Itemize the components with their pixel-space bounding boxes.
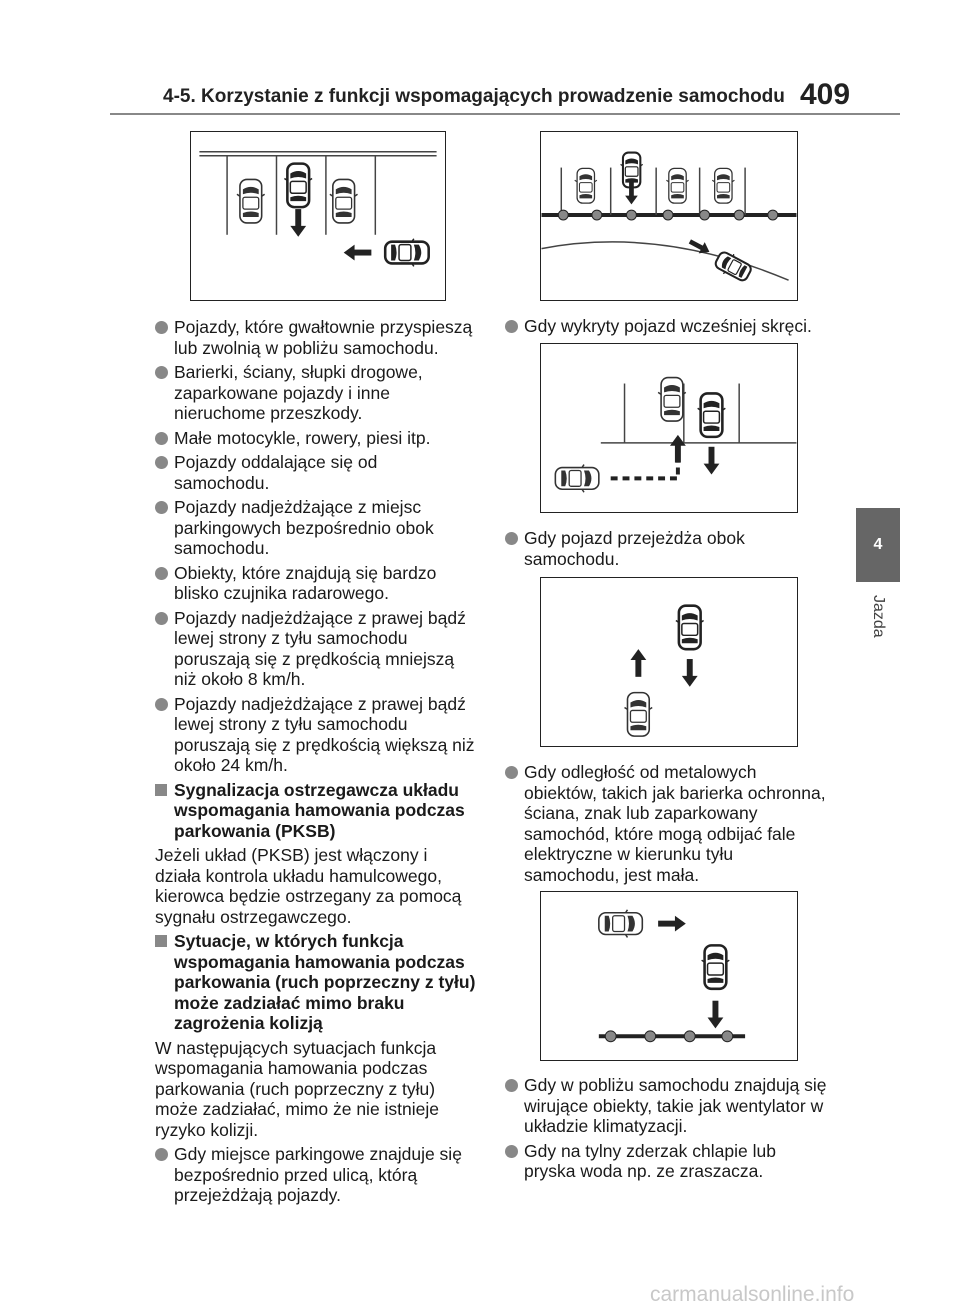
caption-rotating-objects <box>505 1075 830 1186</box>
page-header-title: 4-5. Korzystanie z funkcji wspomagających prowadzenie samochodu <box>163 86 785 107</box>
chapter-label: Jazda <box>870 594 887 638</box>
paragraph-false-activation: W następujących sytuacjach funkcja wspomagania hamowania podczas parkowania (ruch poprzeczny z tyłu) może zadziałać, mimo że nie istnieje ryzyko kolizji. <box>155 1037 440 1140</box>
figure-vehicle-passing <box>540 343 798 513</box>
watermark-text: carmanualsonline.info <box>650 1283 855 1306</box>
figure-parking-lot-cross-traffic <box>190 131 446 301</box>
figure-metal-objects <box>540 891 798 1061</box>
list-item: Gdy na tylny zderzak chlapie lub pryska woda np. ze zraszacza. <box>505 1141 830 1182</box>
paragraph-pksb-warning: Jeżeli układ (PKSB) jest włączony i działa kontrola układu hamulcowego, kierowca będzie ostrzegany za pomocą sygnału ostrzegawczego. <box>155 845 462 927</box>
list-item: Gdy miejsce parkingowe znajduje się bezpośrednio przed ulicą, którą przejeżdżają pojazdy. <box>155 1144 477 1206</box>
list-item: Barierki, ściany, słupki drogowe, zaparkowane pojazdy i inne nieruchome przeszkody. <box>155 362 477 424</box>
caption-metal-objects <box>505 762 830 889</box>
list-item: Małe motocykle, rowery, piesi itp. <box>155 428 477 449</box>
left-column-text <box>155 317 477 1210</box>
list-item: Obiekty, które znajdują się bardzo blisko czujnika radarowego. <box>155 563 477 604</box>
list-item: Gdy odległość od metalowych obiektów, takich jak barierka ochronna, ściana, znak lub zaparkowany samochód, które mogą odbijać fale elektryczne w kierunku tyłu samochodu, jest mała. <box>505 762 830 885</box>
page-number: 409 <box>800 78 851 111</box>
list-item: Gdy wykryty pojazd wcześniej skręci. <box>505 316 835 337</box>
list-item: Pojazdy nadjeżdżające z miejsc parkingowych bezpośrednio obok samochodu. <box>155 497 477 559</box>
list-item: Pojazdy nadjeżdżające z prawej bądź lewej strony z tyłu samochodu poruszają się z prędkością mniejszą niż około 8 km/h. <box>155 608 477 690</box>
caption-vehicle-passing <box>505 528 820 573</box>
list-item: Gdy pojazd przejeżdża obok samochodu. <box>505 528 820 569</box>
section-heading-pksb-warning: Sygnalizacja ostrzegawcza układu wspomagania hamowania podczas parkowania (PKSB) <box>155 780 477 842</box>
header-divider <box>110 113 900 115</box>
figure-vehicle-alongside <box>540 577 798 747</box>
list-item: Pojazdy oddalające się od samochodu. <box>155 452 477 493</box>
caption-vehicle-turns-early <box>505 316 835 341</box>
figure-vehicle-turns-early <box>540 131 798 301</box>
list-item: Pojazdy nadjeżdżające z prawej bądź lewej strony z tyłu samochodu poruszają się z prędkością większą niż około 24 km/h. <box>155 694 477 776</box>
list-item: Gdy w pobliżu samochodu znajdują się wirujące obiekty, takie jak wentylator w układzie klimatyzacji. <box>505 1075 830 1137</box>
chapter-tab[interactable]: 4 <box>856 508 900 582</box>
list-item: Pojazdy, które gwałtownie przyspieszą lub zwolnią w pobliżu samochodu. <box>155 317 477 358</box>
section-heading-false-activation: Sytuacje, w których funkcja wspomagania hamowania podczas parkowania (ruch poprzeczny z tyłu) może zadziałać mimo braku zagrożenia kolizją <box>155 931 477 1034</box>
